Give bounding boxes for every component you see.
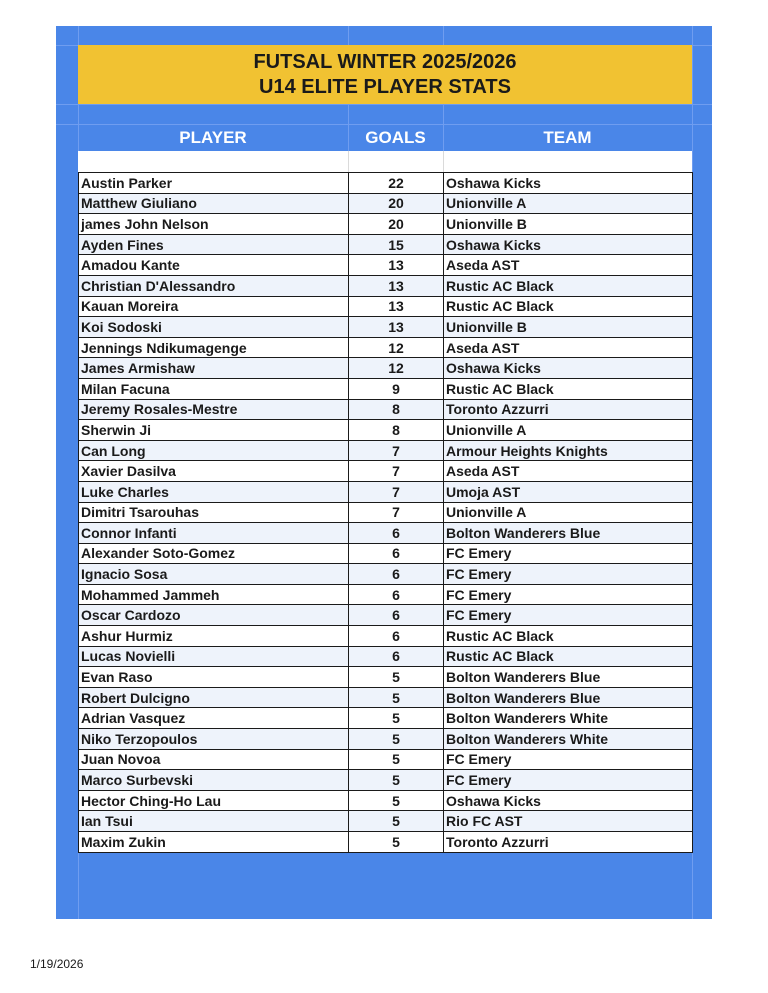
table-row <box>79 461 693 482</box>
team-cell: Rustic AC Black <box>444 646 693 667</box>
goals-cell: 7 <box>349 502 444 523</box>
team-cell: Unionville B <box>444 317 693 338</box>
table-row <box>79 770 693 791</box>
goals-cell: 12 <box>349 358 444 379</box>
goals-cell: 5 <box>349 687 444 708</box>
goals-cell: 13 <box>349 296 444 317</box>
table-row <box>79 337 693 358</box>
gridline <box>348 26 349 45</box>
goals-cell: 13 <box>349 317 444 338</box>
player-cell: Alexander Soto-Gomez <box>79 543 349 564</box>
table-row <box>79 255 693 276</box>
player-cell: Evan Raso <box>79 667 349 688</box>
player-cell: Marco Surbevski <box>79 770 349 791</box>
goals-cell: 5 <box>349 708 444 729</box>
team-cell: Rustic AC Black <box>444 378 693 399</box>
goals-cell: 6 <box>349 646 444 667</box>
table-row <box>79 296 693 317</box>
table-row <box>79 646 693 667</box>
team-cell: Oshawa Kicks <box>444 790 693 811</box>
player-cell: Kauan Moreira <box>79 296 349 317</box>
player-cell: Mohammed Jammeh <box>79 584 349 605</box>
player-cell: Ayden Fines <box>79 234 349 255</box>
team-cell: Armour Heights Knights <box>444 440 693 461</box>
goals-cell: 6 <box>349 584 444 605</box>
goals-cell: 6 <box>349 605 444 626</box>
team-cell: Unionville A <box>444 502 693 523</box>
player-cell: Lucas Novielli <box>79 646 349 667</box>
goals-cell: 7 <box>349 481 444 502</box>
goals-cell: 12 <box>349 337 444 358</box>
column-header-team: TEAM <box>543 128 592 147</box>
team-cell: Toronto Azzurri <box>444 399 693 420</box>
gridline <box>443 26 444 45</box>
table-row <box>79 502 693 523</box>
table-row <box>79 749 693 770</box>
goals-cell: 13 <box>349 255 444 276</box>
table-row <box>79 584 693 605</box>
player-cell: Amadou Kante <box>79 255 349 276</box>
player-cell: Can Long <box>79 440 349 461</box>
title-line-1: FUTSAL WINTER 2025/2026 <box>253 51 517 73</box>
player-cell: Maxim Zukin <box>79 832 349 853</box>
player-stats-table <box>78 172 693 853</box>
team-cell: Unionville A <box>444 420 693 441</box>
player-cell: Sherwin Ji <box>79 420 349 441</box>
table-row <box>79 420 693 441</box>
table-row <box>79 481 693 502</box>
player-stats-body <box>79 173 693 853</box>
team-cell: FC Emery <box>444 605 693 626</box>
team-cell: Bolton Wanderers Blue <box>444 687 693 708</box>
table-row <box>79 214 693 235</box>
team-cell: Rio FC AST <box>444 811 693 832</box>
player-cell: james John Nelson <box>79 214 349 235</box>
team-cell: Aseda AST <box>444 337 693 358</box>
table-row <box>79 399 693 420</box>
team-cell: Bolton Wanderers White <box>444 729 693 750</box>
player-cell: Niko Terzopoulos <box>79 729 349 750</box>
goals-cell: 5 <box>349 811 444 832</box>
goals-cell: 5 <box>349 749 444 770</box>
goals-cell: 5 <box>349 790 444 811</box>
table-row <box>79 790 693 811</box>
goals-cell: 5 <box>349 832 444 853</box>
player-cell: Ignacio Sosa <box>79 564 349 585</box>
goals-cell: 8 <box>349 399 444 420</box>
team-cell: FC Emery <box>444 749 693 770</box>
goals-cell: 8 <box>349 420 444 441</box>
table-row <box>79 564 693 585</box>
team-cell: Bolton Wanderers White <box>444 708 693 729</box>
goals-cell: 22 <box>349 173 444 194</box>
goals-cell: 5 <box>349 729 444 750</box>
goals-cell: 7 <box>349 461 444 482</box>
team-cell: Unionville B <box>444 214 693 235</box>
team-cell: Bolton Wanderers Blue <box>444 667 693 688</box>
team-cell: Umoja AST <box>444 481 693 502</box>
table-row <box>79 832 693 853</box>
player-cell: James Armishaw <box>79 358 349 379</box>
goals-cell: 6 <box>349 564 444 585</box>
report-title <box>78 45 692 104</box>
player-cell: Juan Novoa <box>79 749 349 770</box>
team-cell: Aseda AST <box>444 461 693 482</box>
table-row <box>79 234 693 255</box>
team-cell: Aseda AST <box>444 255 693 276</box>
table-row <box>79 729 693 750</box>
table-row <box>79 358 693 379</box>
goals-cell: 6 <box>349 523 444 544</box>
goals-cell: 6 <box>349 543 444 564</box>
team-cell: Oshawa Kicks <box>444 234 693 255</box>
player-cell: Milan Facuna <box>79 378 349 399</box>
player-cell: Christian D'Alessandro <box>79 275 349 296</box>
player-cell: Luke Charles <box>79 481 349 502</box>
player-cell: Koi Sodoski <box>79 317 349 338</box>
column-header-goals: GOALS <box>365 128 426 147</box>
team-cell: FC Emery <box>444 543 693 564</box>
team-cell: Toronto Azzurri <box>444 832 693 853</box>
table-row <box>79 193 693 214</box>
table-row <box>79 667 693 688</box>
goals-cell: 20 <box>349 193 444 214</box>
empty-spacer-row <box>78 151 692 172</box>
team-cell: Oshawa Kicks <box>444 358 693 379</box>
table-row <box>79 440 693 461</box>
column-header-player: PLAYER <box>179 128 247 147</box>
goals-cell: 9 <box>349 378 444 399</box>
goals-cell: 7 <box>349 440 444 461</box>
player-cell: Connor Infanti <box>79 523 349 544</box>
table-row <box>79 173 693 194</box>
player-cell: Austin Parker <box>79 173 349 194</box>
gridline <box>56 104 712 105</box>
team-cell: Rustic AC Black <box>444 275 693 296</box>
table-row <box>79 317 693 338</box>
team-cell: Bolton Wanderers Blue <box>444 523 693 544</box>
player-cell: Dimitri Tsarouhas <box>79 502 349 523</box>
player-cell: Adrian Vasquez <box>79 708 349 729</box>
goals-cell: 13 <box>349 275 444 296</box>
player-cell: Robert Dulcigno <box>79 687 349 708</box>
player-cell: Matthew Giuliano <box>79 193 349 214</box>
table-row <box>79 275 693 296</box>
team-cell: Unionville A <box>444 193 693 214</box>
goals-cell: 5 <box>349 667 444 688</box>
goals-cell: 20 <box>349 214 444 235</box>
team-cell: FC Emery <box>444 770 693 791</box>
print-date: 1/19/2026 <box>30 957 84 971</box>
team-cell: Rustic AC Black <box>444 626 693 647</box>
table-row <box>79 811 693 832</box>
player-cell: Xavier Dasilva <box>79 461 349 482</box>
table-row <box>79 605 693 626</box>
goals-cell: 6 <box>349 626 444 647</box>
table-row <box>79 687 693 708</box>
player-cell: Oscar Cardozo <box>79 605 349 626</box>
team-cell: Oshawa Kicks <box>444 173 693 194</box>
team-cell: Rustic AC Black <box>444 296 693 317</box>
goals-cell: 5 <box>349 770 444 791</box>
player-cell: Jeremy Rosales-Mestre <box>79 399 349 420</box>
player-cell: Jennings Ndikumagenge <box>79 337 349 358</box>
table-row <box>79 378 693 399</box>
player-cell: Ian Tsui <box>79 811 349 832</box>
team-cell: FC Emery <box>444 564 693 585</box>
player-cell: Hector Ching-Ho Lau <box>79 790 349 811</box>
table-row <box>79 543 693 564</box>
table-row <box>79 626 693 647</box>
player-cell: Ashur Hurmiz <box>79 626 349 647</box>
title-line-2: U14 ELITE PLAYER STATS <box>259 76 511 98</box>
table-row <box>79 708 693 729</box>
goals-cell: 15 <box>349 234 444 255</box>
team-cell: FC Emery <box>444 584 693 605</box>
table-row <box>79 523 693 544</box>
